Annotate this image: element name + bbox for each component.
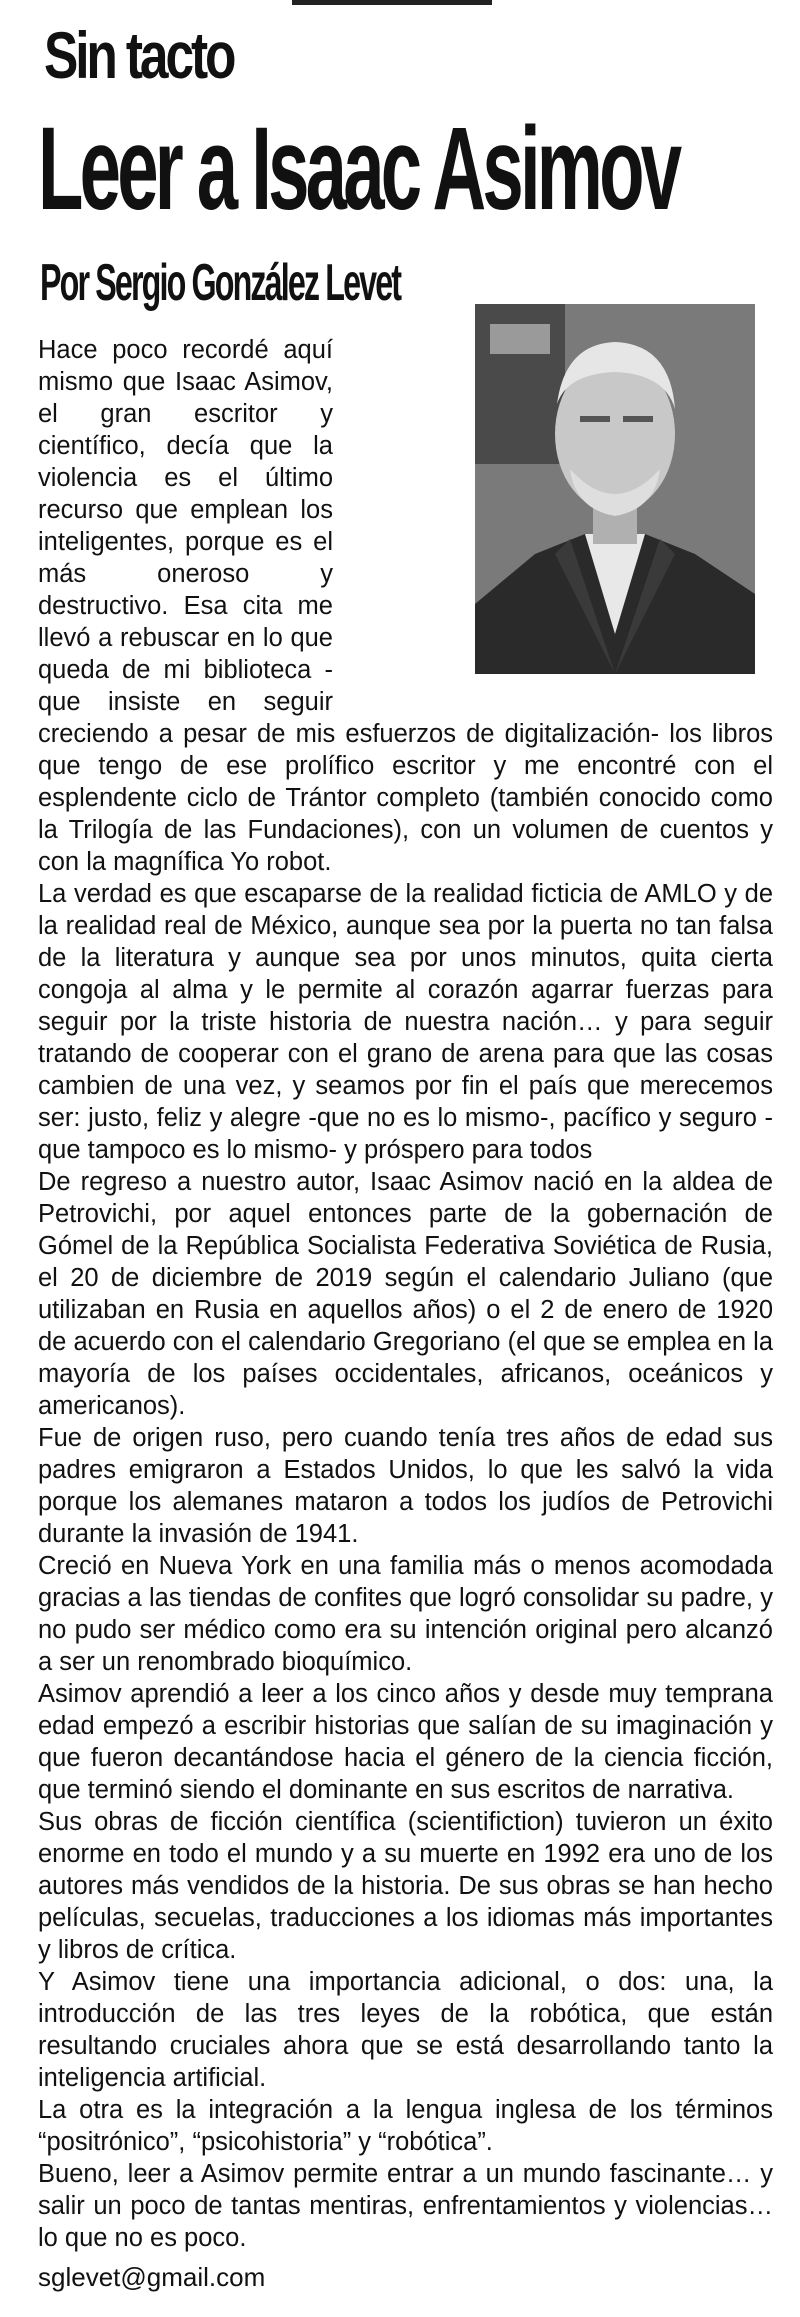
paragraph: Asimov aprendió a leer a los cinco años y desde muy temprana edad empezó a escribir historias que salían de su imaginación y que fueron decantándose hacia el género de la ciencia ficción, que terminó siendo el dominante en sus escritos de narrativa.: [38, 1680, 773, 1804]
paragraph: Fue de origen ruso, pero cuando tenía tres años de edad sus padres emigraron a Estados Unidos, lo que les salvó la vida porque los alemanes mataron a todos los judíos de Petrovichi durante la invasión de 1941.: [38, 1424, 773, 1548]
paragraph: Sus obras de ficción científica (scientifiction) tuvieron un éxito enorme en todo el mundo y a su muerte en 1992 era uno de los autores más vendidos de la historia. De sus obras se han hecho películas, secuelas, traducciones a los idiomas más importantes y libros de crítica.: [38, 1808, 773, 1964]
column-kicker: Sin tacto: [44, 18, 234, 92]
paragraph: Creció en Nueva York en una familia más o menos acomodada gracias a las tiendas de confites que logró consolidar su padre, y no pudo ser médico como era su intención original pero alcanzó a ser un renombrado bioquímico.: [38, 1552, 773, 1676]
headline: Leer a Isaac Asimov: [38, 103, 679, 235]
photo-wrap-space: [333, 334, 773, 709]
article-body: [38, 334, 773, 2254]
byline: Por Sergio González Levet: [40, 254, 401, 312]
top-rule: [292, 0, 492, 5]
author-email: sglevet@gmail.com: [38, 2262, 266, 2292]
paragraph: Bueno, leer a Asimov permite entrar a un mundo fascinante… y salir un poco de tantas mentiras, enfrentamientos y violencias… lo que no es poco.: [38, 2160, 773, 2252]
paragraph: La otra es la integración a la lengua inglesa de los términos “positrónico”, “psicohistoria” y “robótica”.: [38, 2096, 773, 2156]
paragraph: La verdad es que escaparse de la realidad ficticia de AMLO y de la realidad real de México, aunque sea por la puerta no tan falsa de la literatura y aunque sea por unos minutos, quita cierta congoja al alma y le permite al corazón agarrar fuerzas para seguir por la triste historia de nuestra nación… y para seguir tratando de cooperar con el grano de arena para que las cosas cambien de una vez, y seamos por fin el país que merecemos ser: justo, feliz y alegre -que no es lo mismo-, pacífico y seguro -que tampoco es lo mismo- y próspero para todos: [38, 880, 773, 1164]
paragraph: Y Asimov tiene una importancia adicional, o dos: una, la introducción de las tres leyes de la robótica, que están resultando cruciales ahora que se está desarrollando tanto la inteligencia artificial.: [38, 1968, 773, 2092]
paragraph: Hace poco recordé aquí mismo que Isaac Asimov, el gran escritor y científico, decía que la violencia es el último recurso que emplean los inteligentes, porque es el más oneroso y destructivo. Esa cita me llevó a rebuscar en lo que queda de mi biblioteca - que insiste en seguir creciendo a pesar de mis esfuerzos de digitalización- los libros que tengo de ese prolífico escritor y me encontré con el esplendente ciclo de Trántor completo (también conocido como la Trilogía de las Fundaciones), con un volumen de cuentos y con la magnífica Yo robot.: [38, 336, 773, 876]
paragraph: De regreso a nuestro autor, Isaac Asimov nació en la aldea de Petrovichi, por aquel entonces parte de la gobernación de Gómel de la República Socialista Federativa Soviética de Rusia, el 20 de diciembre de 2019 según el calendario Juliano (que utilizaban en Rusia en aquellos años) o el 2 de enero de 1920 de acuerdo con el calendario Gregoriano (el que se emplea en la mayoría de los países occidentales, africanos, oceánicos y americanos).: [38, 1168, 773, 1420]
